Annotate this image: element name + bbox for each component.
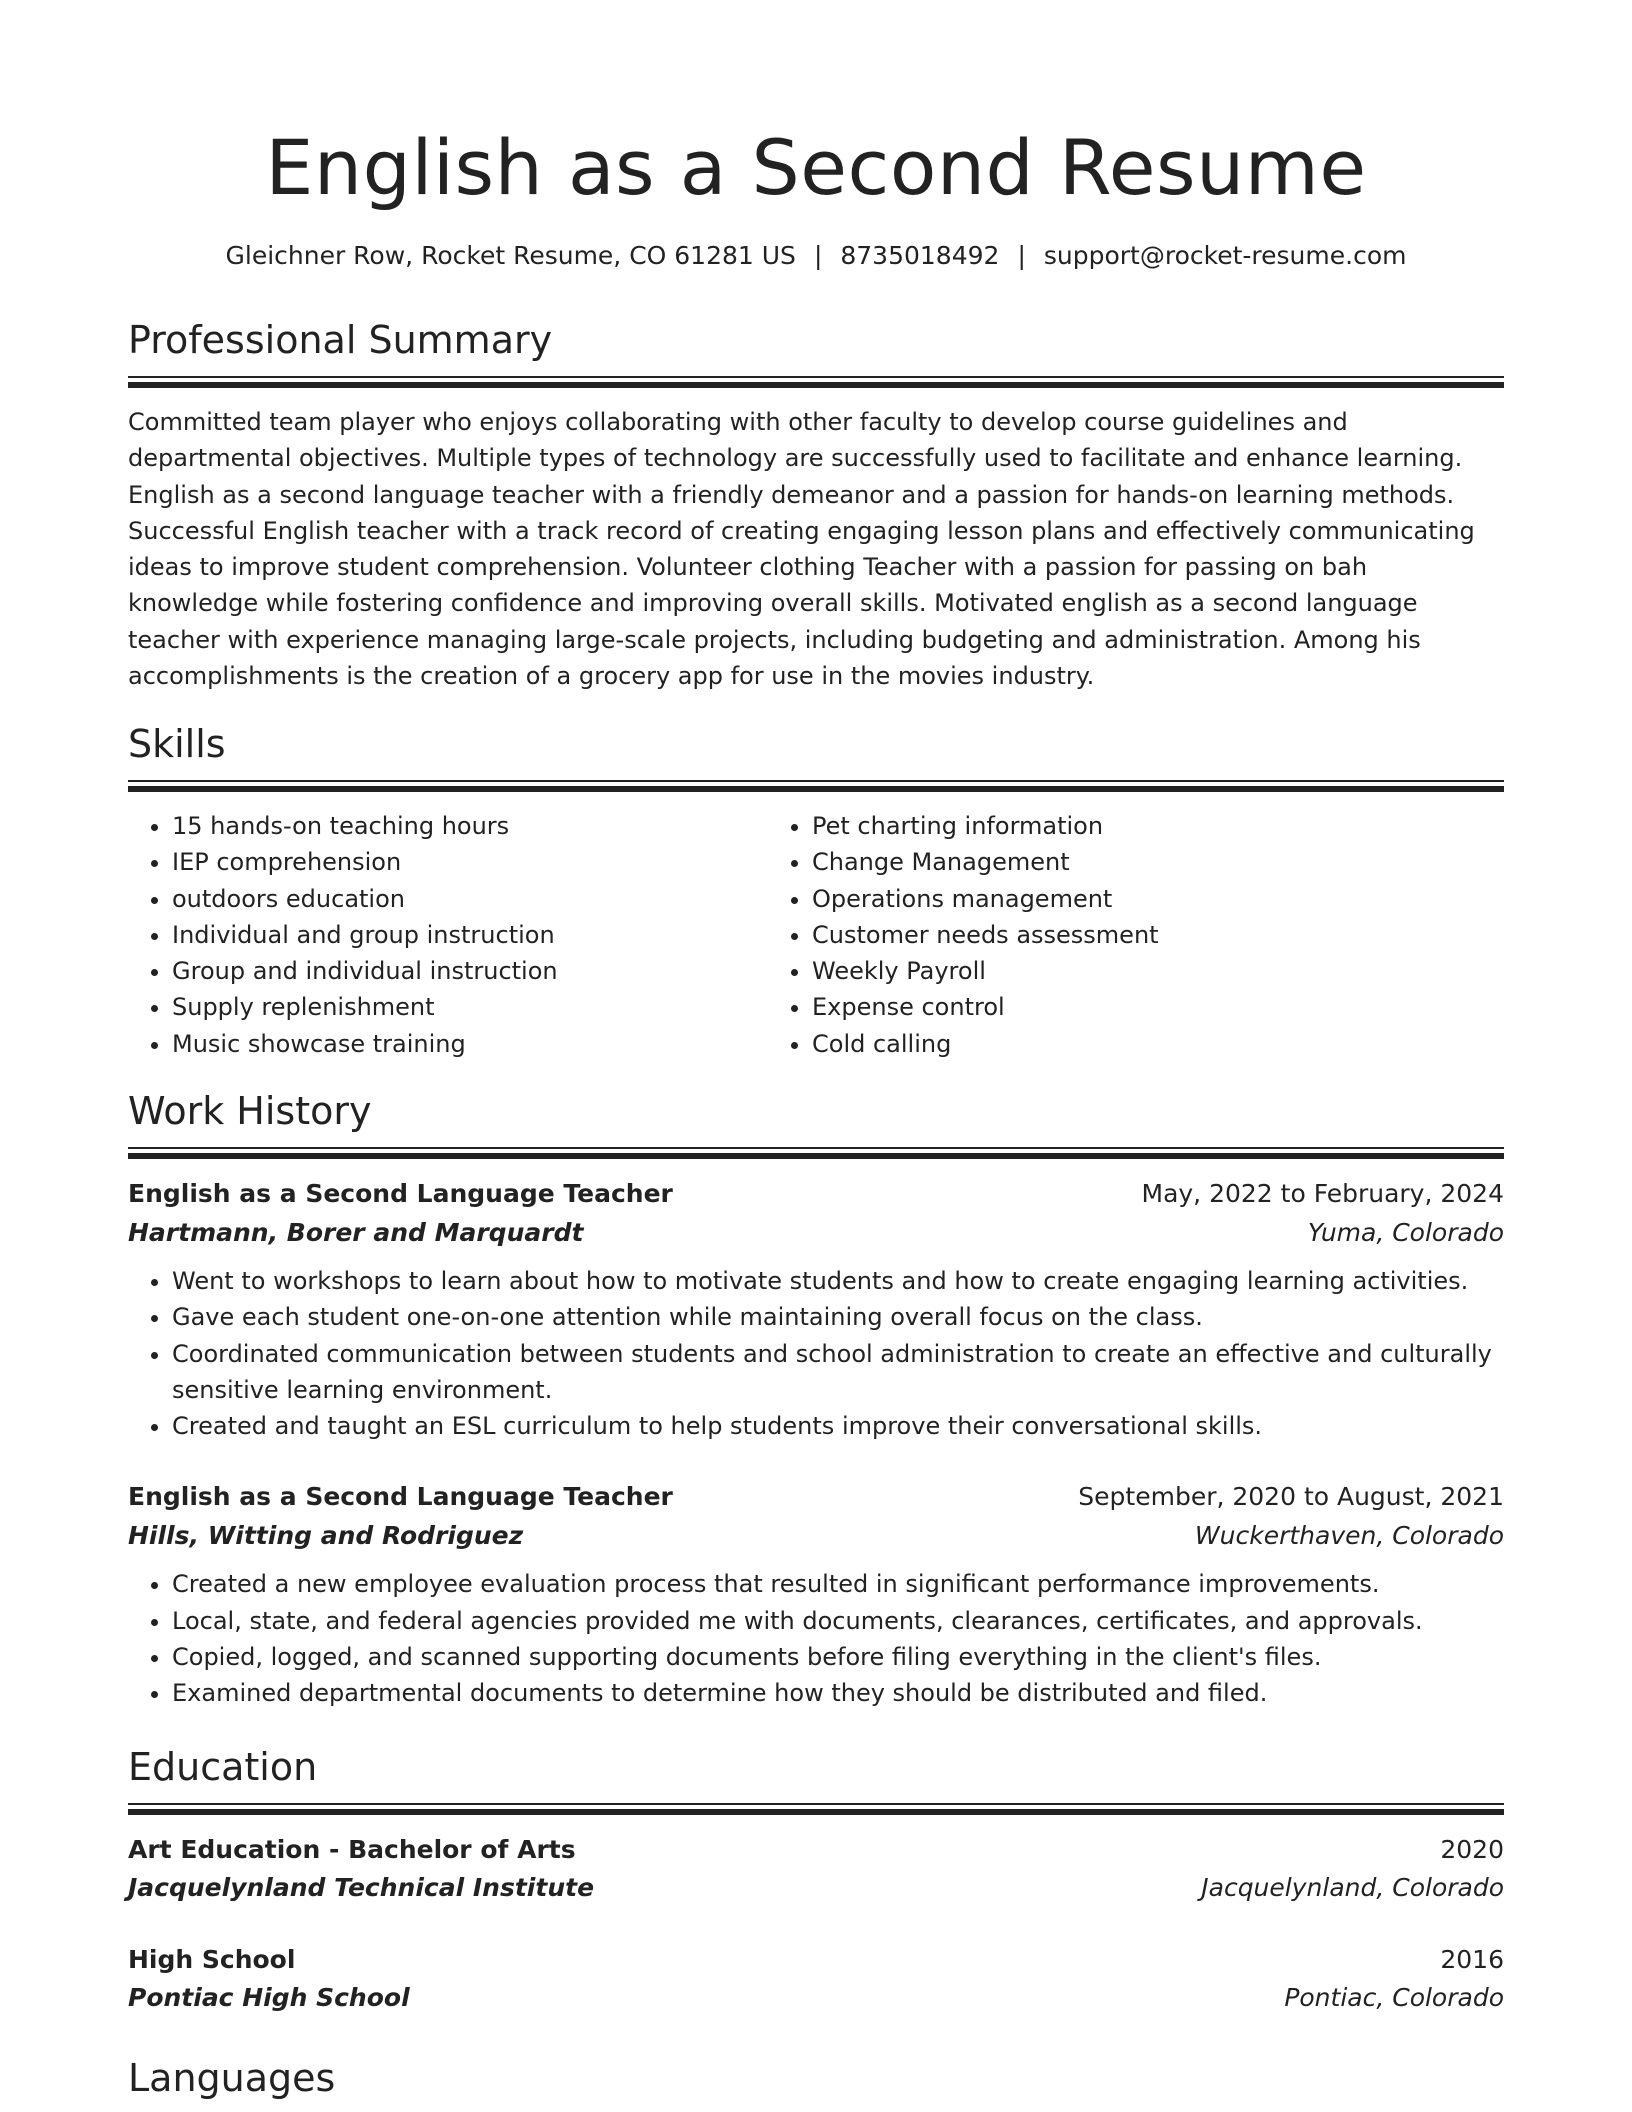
education-school: Pontiac High School xyxy=(128,1983,410,2012)
job-bullet: • Created a new employee evaluation process that resulted in significant performance improvements. xyxy=(172,1566,1504,1602)
education-degree: Art Education - Bachelor of Arts xyxy=(128,1835,576,1864)
section-title-skills: Skills xyxy=(128,722,226,766)
skills-list-left xyxy=(128,808,762,1062)
skill-item: • 15 hands-on teaching hours xyxy=(172,808,762,844)
education-header xyxy=(128,1831,1504,1869)
job-bullet: • Went to workshops to learn about how to motivate students and how to create engaging learning activities. xyxy=(172,1263,1504,1299)
skills-columns xyxy=(128,808,1504,1062)
skill-item: • Customer needs assessment xyxy=(812,917,1396,953)
education-subheader xyxy=(128,1979,1504,2017)
education-year: 2020 xyxy=(1440,1835,1504,1864)
education-year: 2016 xyxy=(1440,1945,1504,1974)
skill-item: • Music showcase training xyxy=(172,1026,762,1062)
job-bullet: • Local, state, and federal agencies provided me with documents, clearances, certificates, and approvals. xyxy=(172,1603,1504,1639)
languages-section xyxy=(128,2054,1504,2102)
section-divider xyxy=(128,780,1504,792)
skill-item: • Group and individual instruction xyxy=(172,953,762,989)
job-bullet: • Examined departmental documents to determine how they should be distributed and filed. xyxy=(172,1675,1504,1711)
job-title: English as a Second Language Teacher xyxy=(128,1179,673,1208)
education-subheader xyxy=(128,1869,1504,1907)
job-company: Hills, Witting and Rodriguez xyxy=(128,1521,524,1551)
work-history-section xyxy=(128,1087,1504,1712)
section-divider xyxy=(128,1147,1504,1159)
section-title-work: Work History xyxy=(128,1089,372,1133)
job-bullet: • Created and taught an ESL curriculum to help students improve their conversational skills. xyxy=(172,1408,1504,1444)
resume-name: English as a Second Resume xyxy=(265,123,1367,212)
summary-section xyxy=(128,316,1504,694)
job-dates: May, 2022 to February, 2024 xyxy=(1141,1179,1504,1208)
contact-address: Gleichner Row, Rocket Resume, CO 61281 US xyxy=(225,241,796,270)
education-school: Jacquelynland Technical Institute xyxy=(128,1873,595,1902)
skill-item: • IEP comprehension xyxy=(172,844,762,880)
contact-separator: | xyxy=(1017,241,1026,270)
contact-separator: | xyxy=(813,241,823,270)
job-entry xyxy=(128,1478,1504,1711)
job-bullets xyxy=(128,1566,1504,1711)
contact-phone: 8735018492 xyxy=(840,241,1000,270)
job-header xyxy=(128,1175,1504,1213)
skill-item: • Change Management xyxy=(812,844,1396,880)
education-section xyxy=(128,1743,1504,2017)
job-entry xyxy=(128,1175,1504,1444)
education-header xyxy=(128,1941,1504,1979)
job-bullet: • Copied, logged, and scanned supporting documents before filing everything in the client's files. xyxy=(172,1639,1504,1675)
contact-email: support@rocket-resume.com xyxy=(1043,241,1407,270)
skill-item: • Operations management xyxy=(812,881,1396,917)
job-bullets xyxy=(128,1263,1504,1444)
skill-item: • Supply replenishment xyxy=(172,989,762,1025)
job-dates: September, 2020 to August, 2021 xyxy=(1078,1482,1504,1512)
job-title: English as a Second Language Teacher xyxy=(128,1482,673,1512)
section-divider xyxy=(128,376,1504,388)
job-location: Yuma, Colorado xyxy=(1307,1218,1504,1247)
job-subheader xyxy=(128,1213,1504,1253)
skill-item: • Individual and group instruction xyxy=(172,917,762,953)
section-title-languages: Languages xyxy=(128,2056,336,2100)
education-entry xyxy=(128,1831,1504,1907)
contact-line xyxy=(128,240,1504,272)
skill-item: • outdoors education xyxy=(172,881,762,917)
skill-item: • Pet charting information xyxy=(812,808,1396,844)
job-header xyxy=(128,1478,1504,1516)
education-location: Jacquelynland, Colorado xyxy=(1201,1873,1504,1902)
skills-section xyxy=(128,720,1504,1062)
job-location: Wuckerthaven, Colorado xyxy=(1194,1521,1504,1551)
skill-item: • Weekly Payroll xyxy=(812,953,1396,989)
job-company: Hartmann, Borer and Marquardt xyxy=(128,1218,584,1247)
section-divider xyxy=(128,1803,1504,1815)
summary-text: Committed team player who enjoys collaborating with other faculty to develop course guidelines and departmental objectives. Multiple types of technology are successfully used to facilitate and enhance learning. English as a second language teacher with a friendly demeanor and a passion for hands-on learning methods. Successful English teacher with a track record of creating engaging lesson plans and effectively communicating ideas to improve student comprehension. Volunteer clothing Teacher with a passion for passing on bah knowledge while fostering confidence and improving overall skills. Motivated english as a second language teacher with experience managing large-scale projects, including budgeting and administration. Among his accomplishments is the creation of a grocery app for use in the movies industry. xyxy=(128,408,1475,691)
education-location: Pontiac, Colorado xyxy=(1284,1983,1504,2012)
job-bullet: • Coordinated communication between students and school administration to create an effective and culturally sensitive learning environment. xyxy=(172,1336,1504,1409)
job-bullet: • Gave each student one-on-one attention while maintaining overall focus on the class. xyxy=(172,1299,1504,1335)
skills-list-right xyxy=(762,808,1396,1062)
skill-item: • Expense control xyxy=(812,989,1396,1025)
skill-item: • Cold calling xyxy=(812,1026,1396,1062)
education-entry xyxy=(128,1941,1504,2017)
job-subheader xyxy=(128,1516,1504,1556)
section-title-education: Education xyxy=(128,1745,318,1789)
education-degree: High School xyxy=(128,1945,296,1974)
section-title-summary: Professional Summary xyxy=(128,318,553,362)
